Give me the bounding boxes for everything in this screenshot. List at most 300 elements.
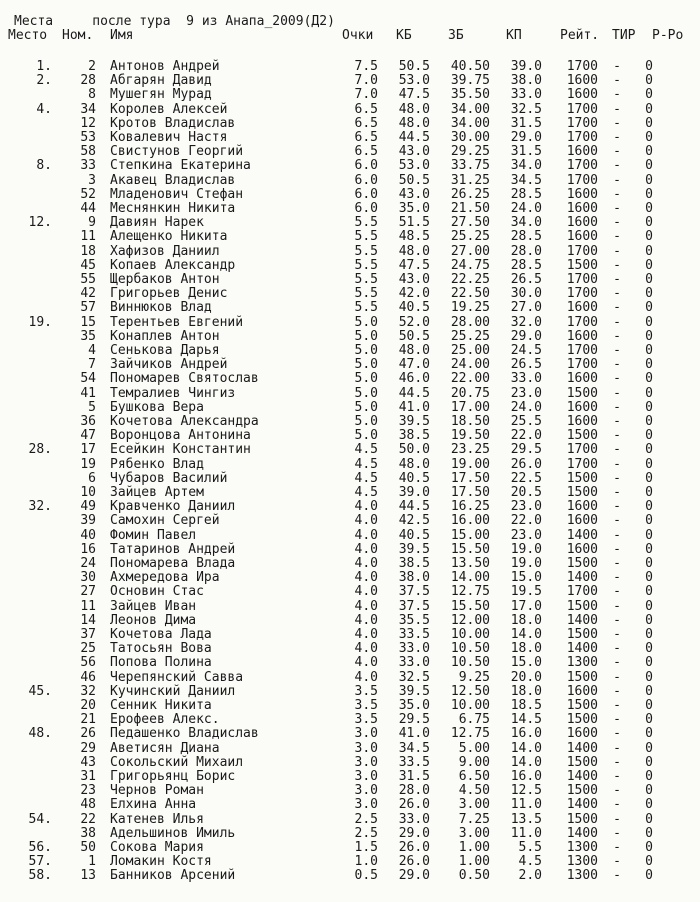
number-cell: 11: [80, 229, 96, 245]
rro-cell: 0: [645, 570, 653, 586]
rro-cell: 0: [645, 186, 653, 202]
rro-cell: 0: [645, 854, 653, 870]
zb-cell: 12.50: [450, 683, 490, 699]
number-cell: 54: [80, 371, 96, 387]
points-cell: 3.5: [354, 712, 378, 728]
points-cell: 4.0: [354, 556, 378, 571]
zb-cell: 31.25: [450, 172, 490, 188]
kp-cell: 14.5: [510, 712, 542, 728]
tir-cell: -: [613, 371, 621, 387]
points-cell: 6.0: [354, 201, 378, 216]
name-cell: Ерофеев Алекс.: [110, 712, 220, 728]
rro-cell: 0: [645, 115, 653, 131]
rro-cell: 0: [645, 698, 653, 713]
rro-cell: 0: [645, 627, 653, 642]
table-row: [0, 543, 700, 557]
kb-cell: 48.0: [398, 115, 430, 131]
tir-cell: -: [613, 627, 621, 642]
tir-cell: -: [613, 641, 621, 657]
kp-cell: 4.5: [518, 854, 542, 870]
zb-cell: 0.50: [458, 868, 490, 884]
name-cell: Ковалевич Настя: [110, 130, 228, 145]
table-row: [0, 60, 700, 74]
number-cell: 26: [80, 726, 96, 742]
kb-cell: 41.0: [398, 726, 430, 742]
name-cell: Младенович Стефан: [110, 186, 244, 202]
rro-cell: 0: [645, 328, 653, 344]
tir-cell: -: [613, 740, 621, 756]
tir-cell: -: [613, 584, 621, 600]
number-cell: 17: [80, 442, 96, 458]
kp-cell: 17.0: [510, 598, 542, 614]
points-cell: 5.5: [354, 286, 378, 302]
rro-cell: 0: [645, 385, 653, 401]
tir-cell: -: [613, 229, 621, 245]
number-cell: 11: [80, 598, 96, 614]
points-cell: 4.5: [354, 456, 378, 472]
kb-cell: 40.5: [398, 470, 430, 486]
name-cell: Хафизов Даниил: [110, 243, 220, 259]
kb-cell: 47.0: [398, 357, 430, 373]
table-row: [0, 642, 700, 656]
name-cell: Чубаров Василий: [110, 470, 228, 486]
name-cell: Леонов Дима: [110, 612, 197, 628]
number-cell: 20: [80, 698, 96, 713]
tir-cell: -: [613, 158, 621, 174]
zb-cell: 12.75: [450, 584, 490, 600]
zb-cell: 1.00: [458, 854, 490, 870]
rating-cell: 1400: [566, 570, 598, 586]
tir-cell: -: [613, 130, 621, 145]
table-row: [0, 685, 700, 699]
rro-cell: 0: [645, 499, 653, 515]
table-row: [0, 458, 700, 472]
number-cell: 7: [88, 357, 96, 373]
name-cell: Копаев Александр: [110, 257, 236, 273]
rro-cell: 0: [645, 442, 653, 458]
kp-cell: 14.0: [510, 740, 542, 756]
zb-cell: 5.00: [458, 740, 490, 756]
table-row: [0, 316, 700, 330]
points-cell: 6.0: [354, 158, 378, 174]
zb-cell: 27.50: [450, 215, 490, 231]
rro-cell: 0: [645, 470, 653, 486]
kp-cell: 25.5: [510, 414, 542, 429]
kp-cell: 11.0: [510, 825, 542, 841]
kb-cell: 39.5: [398, 541, 430, 557]
rating-cell: 1600: [566, 144, 598, 160]
kp-cell: 32.0: [510, 314, 542, 330]
points-cell: 6.0: [354, 186, 378, 202]
number-cell: 53: [80, 130, 96, 145]
number-cell: 30: [80, 570, 96, 586]
kb-cell: 33.5: [398, 627, 430, 642]
zb-cell: 16.00: [450, 513, 490, 529]
kb-cell: 29.0: [398, 825, 430, 841]
tir-cell: -: [613, 811, 621, 827]
kp-cell: 38.0: [510, 73, 542, 89]
zb-cell: 19.50: [450, 428, 490, 444]
zb-cell: 1.00: [458, 840, 490, 855]
kp-cell: 28.5: [510, 186, 542, 202]
rating-cell: 1500: [566, 712, 598, 728]
zb-cell: 13.50: [450, 556, 490, 571]
tir-cell: -: [613, 144, 621, 160]
name-cell: Самохин Сергей: [110, 513, 220, 529]
table-row: [0, 798, 700, 812]
place-cell: 54.: [28, 811, 52, 827]
name-cell: Пономарев Святослав: [110, 371, 259, 387]
zb-cell: 18.50: [450, 414, 490, 429]
kp-cell: 33.0: [510, 371, 542, 387]
table-row: [0, 74, 700, 88]
kp-cell: 19.0: [510, 556, 542, 571]
kb-cell: 47.5: [398, 257, 430, 273]
rating-cell: 1500: [566, 470, 598, 486]
points-column-header: Очки: [342, 28, 374, 43]
kb-cell: 50.5: [398, 172, 430, 188]
tir-cell: -: [613, 499, 621, 515]
number-cell: 21: [80, 712, 96, 728]
number-cell: 35: [80, 328, 96, 344]
rro-cell: 0: [645, 456, 653, 472]
name-cell: Елхина Анна: [110, 797, 197, 813]
number-cell: 32: [80, 683, 96, 699]
points-cell: 6.0: [354, 172, 378, 188]
points-cell: 5.5: [354, 272, 378, 287]
name-cell: Зайцев Артем: [110, 485, 204, 500]
rating-cell: 1700: [566, 314, 598, 330]
kb-cell: 42.0: [398, 286, 430, 302]
points-cell: 2.5: [354, 811, 378, 827]
rating-cell: 1700: [566, 243, 598, 259]
number-cell: 33: [80, 158, 96, 174]
kb-cell: 44.5: [398, 130, 430, 145]
name-cell: Королев Алексей: [110, 101, 228, 117]
tir-cell: -: [613, 754, 621, 770]
kb-cell: 40.5: [398, 300, 430, 316]
zb-cell: 25.25: [450, 229, 490, 245]
rating-cell: 1600: [566, 371, 598, 387]
table-row: [0, 117, 700, 131]
kb-cell: 33.0: [398, 811, 430, 827]
points-cell: 0.5: [354, 868, 378, 884]
zb-cell: 24.00: [450, 357, 490, 373]
kp-cell: 22.0: [510, 513, 542, 529]
kb-cell: 35.5: [398, 612, 430, 628]
place-cell: 45.: [28, 683, 52, 699]
kp-cell: 19.5: [510, 584, 542, 600]
points-cell: 3.0: [354, 754, 378, 770]
rro-cell: 0: [645, 485, 653, 500]
zb-cell: 10.00: [450, 698, 490, 713]
place-cell: 56.: [28, 840, 52, 855]
name-cell: Татаринов Андрей: [110, 541, 236, 557]
table-row: [0, 202, 700, 216]
number-cell: 10: [80, 485, 96, 500]
rro-cell: 0: [645, 172, 653, 188]
table-row: [0, 514, 700, 528]
table-row: [0, 472, 700, 486]
points-cell: 5.5: [354, 243, 378, 259]
kp-cell: 26.5: [510, 357, 542, 373]
name-cell: Темралиев Чингиз: [110, 385, 236, 401]
table-row: [0, 784, 700, 798]
points-cell: 3.0: [354, 726, 378, 742]
table-row: [0, 628, 700, 642]
points-cell: 4.0: [354, 612, 378, 628]
rating-cell: 1300: [566, 868, 598, 884]
rro-cell: 0: [645, 73, 653, 89]
rro-cell: 0: [645, 314, 653, 330]
table-row: [0, 230, 700, 244]
table-row: [0, 841, 700, 855]
tir-cell: -: [613, 201, 621, 216]
table-row: [0, 557, 700, 571]
tir-cell: -: [613, 300, 621, 316]
tir-cell: -: [613, 257, 621, 273]
kp-cell: 34.0: [510, 215, 542, 231]
zb-cell: 12.75: [450, 726, 490, 742]
number-cell: 56: [80, 655, 96, 671]
points-cell: 5.5: [354, 229, 378, 245]
kp-cell: 13.5: [510, 811, 542, 827]
rating-cell: 1600: [566, 499, 598, 515]
table-row: [0, 88, 700, 102]
kb-cell: 48.0: [398, 101, 430, 117]
rating-column-header: Рейт.: [560, 28, 600, 43]
table-row: [0, 770, 700, 784]
points-cell: 4.0: [354, 513, 378, 529]
zb-cell: 16.25: [450, 499, 490, 515]
kb-cell: 48.0: [398, 243, 430, 259]
rro-cell: 0: [645, 598, 653, 614]
points-cell: 5.0: [354, 414, 378, 429]
tir-cell: -: [613, 485, 621, 500]
kb-cell: 34.5: [398, 740, 430, 756]
kb-cell: 52.0: [398, 314, 430, 330]
rating-cell: 1600: [566, 73, 598, 89]
table-row: [0, 429, 700, 443]
rating-cell: 1400: [566, 825, 598, 841]
kb-cell: 43.0: [398, 144, 430, 160]
name-cell: Рябенко Влад: [110, 456, 204, 472]
kb-cell: 50.0: [398, 442, 430, 458]
kp-cell: 18.0: [510, 612, 542, 628]
kp-cell: 16.0: [510, 726, 542, 742]
zb-cell: 28.00: [450, 314, 490, 330]
zb-cell: 35.50: [450, 87, 490, 103]
name-cell: Кравченко Даниил: [110, 499, 236, 515]
tir-cell: -: [613, 712, 621, 728]
kb-cell: 33.0: [398, 655, 430, 671]
kb-cell: 33.5: [398, 754, 430, 770]
name-cell: Меснянкин Никита: [110, 201, 236, 216]
kb-cell: 46.0: [398, 371, 430, 387]
rro-cell: 0: [645, 428, 653, 444]
tir-cell: -: [613, 399, 621, 415]
table-row: [0, 486, 700, 500]
points-cell: 4.5: [354, 470, 378, 486]
place-cell: 48.: [28, 726, 52, 742]
rro-cell: 0: [645, 513, 653, 529]
name-cell: Щербаков Антон: [110, 272, 220, 287]
tir-cell: -: [613, 570, 621, 586]
rating-cell: 1600: [566, 683, 598, 699]
zb-cell: 12.00: [450, 612, 490, 628]
kp-cell: 24.0: [510, 399, 542, 415]
tir-cell: -: [613, 513, 621, 529]
number-cell: 28: [80, 73, 96, 89]
kb-cell: 35.0: [398, 698, 430, 713]
points-cell: 5.5: [354, 215, 378, 231]
rating-cell: 1600: [566, 229, 598, 245]
kp-cell: 19.0: [510, 541, 542, 557]
rating-cell: 1400: [566, 769, 598, 784]
number-cell: 40: [80, 527, 96, 543]
name-cell: Мушегян Мурад: [110, 87, 212, 103]
points-cell: 4.0: [354, 527, 378, 543]
table-row: [0, 827, 700, 841]
number-cell: 8: [88, 87, 96, 103]
kb-cell: 48.0: [398, 456, 430, 472]
points-cell: 4.0: [354, 669, 378, 685]
table-row: [0, 245, 700, 259]
zb-cell: 25.25: [450, 328, 490, 344]
table-row: [0, 259, 700, 273]
kb-cell: 33.0: [398, 641, 430, 657]
rro-cell: 0: [645, 868, 653, 884]
rro-cell: 0: [645, 144, 653, 160]
kp-cell: 23.0: [510, 527, 542, 543]
tir-cell: -: [613, 186, 621, 202]
place-cell: 2.: [36, 73, 52, 89]
tir-cell: -: [613, 87, 621, 103]
zb-cell: 10.50: [450, 641, 490, 657]
kp-cell: 15.0: [510, 570, 542, 586]
kb-cell: 26.0: [398, 797, 430, 813]
number-cell: 37: [80, 627, 96, 642]
number-column-header: Ном.: [62, 28, 94, 43]
table-row: [0, 174, 700, 188]
rating-cell: 1400: [566, 740, 598, 756]
table-row: [0, 713, 700, 727]
rating-cell: 1600: [566, 726, 598, 742]
number-cell: 45: [80, 257, 96, 273]
zb-cell: 17.00: [450, 399, 490, 415]
name-cell: Григорьев Денис: [110, 286, 228, 302]
zb-column-header: ЗБ: [448, 28, 464, 43]
name-column-header: Имя: [110, 28, 134, 43]
kp-cell: 20.5: [510, 485, 542, 500]
name-cell: Кочетова Лада: [110, 627, 212, 642]
table-row: [0, 869, 700, 883]
number-cell: 13: [80, 868, 96, 884]
rating-cell: 1700: [566, 59, 598, 74]
rro-cell: 0: [645, 215, 653, 231]
rating-cell: 1300: [566, 854, 598, 870]
name-cell: Сокова Мария: [110, 840, 204, 855]
rating-cell: 1700: [566, 158, 598, 174]
rro-cell: 0: [645, 655, 653, 671]
kp-cell: 28.5: [510, 257, 542, 273]
kb-cell: 31.5: [398, 769, 430, 784]
kp-cell: 29.5: [510, 442, 542, 458]
number-cell: 3: [88, 172, 96, 188]
name-cell: Пономарева Влада: [110, 556, 236, 571]
table-row: [0, 443, 700, 457]
kp-cell: 23.0: [510, 385, 542, 401]
tir-cell: -: [613, 612, 621, 628]
points-cell: 4.0: [354, 598, 378, 614]
table-row: [0, 330, 700, 344]
points-cell: 3.0: [354, 797, 378, 813]
points-cell: 4.0: [354, 570, 378, 586]
rating-cell: 1600: [566, 399, 598, 415]
rro-cell: 0: [645, 612, 653, 628]
points-cell: 4.5: [354, 485, 378, 500]
number-cell: 58: [80, 144, 96, 160]
kp-cell: 22.5: [510, 470, 542, 486]
number-cell: 34: [80, 101, 96, 117]
zb-cell: 25.00: [450, 343, 490, 358]
kp-cell: 26.0: [510, 456, 542, 472]
kp-cell: 18.5: [510, 698, 542, 713]
table-row: [0, 344, 700, 358]
points-cell: 5.0: [354, 428, 378, 444]
points-cell: 2.5: [354, 825, 378, 841]
kp-cell: 14.0: [510, 754, 542, 770]
name-cell: Ахмередова Ира: [110, 570, 220, 586]
kb-cell: 26.0: [398, 840, 430, 855]
number-cell: 39: [80, 513, 96, 529]
rating-cell: 1700: [566, 584, 598, 600]
rro-cell: 0: [645, 641, 653, 657]
rro-cell: 0: [645, 712, 653, 728]
place-cell: 4.: [36, 101, 52, 117]
rro-cell: 0: [645, 343, 653, 358]
place-cell: 8.: [36, 158, 52, 174]
points-cell: 5.5: [354, 257, 378, 273]
rro-cell: 0: [645, 371, 653, 387]
rating-cell: 1600: [566, 414, 598, 429]
tir-cell: -: [613, 797, 621, 813]
rro-cell: 0: [645, 243, 653, 259]
name-cell: Адельшинов Имиль: [110, 825, 236, 841]
name-cell: Виннюков Влад: [110, 300, 212, 316]
rating-cell: 1500: [566, 257, 598, 273]
tir-cell: -: [613, 669, 621, 685]
tir-column-header: ТИР: [612, 28, 636, 43]
rating-cell: 1700: [566, 115, 598, 131]
zb-cell: 10.50: [450, 655, 490, 671]
kp-cell: 31.5: [510, 144, 542, 160]
number-cell: 22: [80, 811, 96, 827]
points-cell: 6.5: [354, 144, 378, 160]
table-row: [0, 855, 700, 869]
number-cell: 52: [80, 186, 96, 202]
zb-cell: 40.50: [450, 59, 490, 74]
number-cell: 29: [80, 740, 96, 756]
name-cell: Банников Арсений: [110, 868, 236, 884]
name-cell: Абгарян Давид: [110, 73, 212, 89]
rro-cell: 0: [645, 300, 653, 316]
rating-cell: 1600: [566, 541, 598, 557]
kp-cell: 34.5: [510, 172, 542, 188]
table-row: [0, 358, 700, 372]
kp-cell: 29.0: [510, 130, 542, 145]
rro-cell: 0: [645, 783, 653, 799]
